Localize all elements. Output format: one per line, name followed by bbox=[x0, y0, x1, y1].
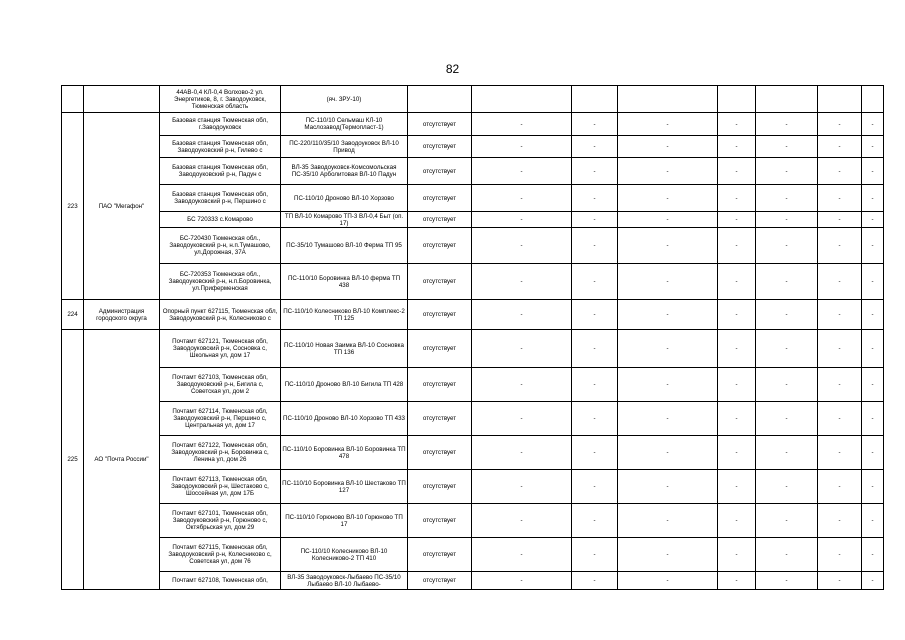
dash-cell: - bbox=[862, 113, 884, 136]
power-source-cell: ПС-110/10 Дроново ВЛ-10 Хорзово bbox=[281, 185, 408, 212]
dash-cell: - bbox=[818, 402, 862, 436]
dash-cell: - bbox=[756, 136, 818, 158]
power-source-cell: ТП ВЛ-10 Комарово ТП-3 ВЛ-0,4 Быт (оп. 17) bbox=[281, 212, 408, 228]
dash-cell: - bbox=[618, 368, 718, 402]
dash-cell: - bbox=[818, 264, 862, 300]
dash-cell: - bbox=[862, 470, 884, 504]
dash-cell: - bbox=[472, 402, 572, 436]
power-source-cell: ПС-110/10 Колесниково ВЛ-10 Колесниково-2 ТП 410 bbox=[281, 538, 408, 572]
status-cell: отсутствует bbox=[408, 572, 472, 590]
dash-cell: - bbox=[756, 228, 818, 264]
dash-cell: - bbox=[618, 572, 718, 590]
dash-cell: - bbox=[572, 212, 618, 228]
dash-cell: - bbox=[618, 436, 718, 470]
status-cell: отсутствует bbox=[408, 300, 472, 330]
table-row bbox=[62, 538, 884, 572]
dash-cell bbox=[572, 86, 618, 113]
subscriber-cell: АО "Почта России" bbox=[84, 330, 160, 590]
dash-cell: - bbox=[618, 136, 718, 158]
dash-cell: - bbox=[718, 330, 756, 368]
table-row bbox=[62, 368, 884, 402]
dash-cell: - bbox=[618, 212, 718, 228]
dash-cell: - bbox=[756, 300, 818, 330]
dash-cell: - bbox=[862, 158, 884, 185]
table-row bbox=[62, 228, 884, 264]
dash-cell: - bbox=[818, 368, 862, 402]
status-cell: отсутствует bbox=[408, 158, 472, 185]
table-row bbox=[62, 402, 884, 436]
dash-cell: - bbox=[756, 368, 818, 402]
subscriber-cell: ПАО "Мегафон" bbox=[84, 113, 160, 300]
status-cell bbox=[408, 86, 472, 113]
dash-cell: - bbox=[472, 368, 572, 402]
table-row bbox=[62, 470, 884, 504]
subscriber-cell bbox=[84, 86, 160, 113]
dash-cell: - bbox=[618, 185, 718, 212]
dash-cell: - bbox=[756, 212, 818, 228]
power-source-cell: ПС-110/10 Сельмаш КЛ-10 Маслозавод(Термопласт-1) bbox=[281, 113, 408, 136]
dash-cell: - bbox=[818, 228, 862, 264]
table-row bbox=[62, 330, 884, 368]
consumer-cell: Почтамт 627122, Тюменская обл, Заводоуковский р-н, Боровинка с, Ленина ул, дом 26 bbox=[160, 436, 281, 470]
dash-cell: - bbox=[718, 470, 756, 504]
dash-cell: - bbox=[718, 113, 756, 136]
power-source-cell: ПС-110/10 Новая Заимка ВЛ-10 Сосновка ТП 136 bbox=[281, 330, 408, 368]
dash-cell: - bbox=[818, 136, 862, 158]
dash-cell: - bbox=[472, 330, 572, 368]
consumer-cell: Почтамт 627101, Тюменская обл, Заводоуковский р-н, Горюново с, Октябрьская ул, дом 29 bbox=[160, 504, 281, 538]
row-number: 225 bbox=[62, 330, 84, 590]
consumer-cell: Почтамт 627103, Тюменская обл, Заводоуковский р-н, Бигила с, Советская ул, дом 2 bbox=[160, 368, 281, 402]
dash-cell: - bbox=[718, 212, 756, 228]
dash-cell: - bbox=[818, 212, 862, 228]
consumer-cell: Базовая станция Тюменская обл, Заводоуковский р-н, Падун с bbox=[160, 158, 281, 185]
status-cell: отсутствует bbox=[408, 185, 472, 212]
dash-cell: - bbox=[618, 300, 718, 330]
dash-cell: - bbox=[862, 136, 884, 158]
dash-cell: - bbox=[472, 300, 572, 330]
dash-cell: - bbox=[756, 436, 818, 470]
power-source-cell: ПС-35/10 Тумашово ВЛ-10 Ферма ТП 95 bbox=[281, 228, 408, 264]
dash-cell bbox=[862, 86, 884, 113]
power-source-cell: ПС-220/110/35/10 Заводоуковск ВЛ-10 Привод bbox=[281, 136, 408, 158]
dash-cell: - bbox=[862, 300, 884, 330]
dash-cell: - bbox=[572, 185, 618, 212]
status-cell: отсутствует bbox=[408, 228, 472, 264]
table-row bbox=[62, 572, 884, 590]
dash-cell: - bbox=[756, 330, 818, 368]
dash-cell: - bbox=[472, 572, 572, 590]
dash-cell: - bbox=[572, 436, 618, 470]
dash-cell: - bbox=[572, 330, 618, 368]
dash-cell bbox=[718, 86, 756, 113]
dash-cell: - bbox=[818, 158, 862, 185]
status-cell: отсутствует bbox=[408, 538, 472, 572]
dash-cell: - bbox=[862, 572, 884, 590]
dash-cell: - bbox=[862, 368, 884, 402]
subscriber-cell: Администрация городского округа bbox=[84, 300, 160, 330]
dash-cell: - bbox=[472, 185, 572, 212]
dash-cell: - bbox=[756, 158, 818, 185]
table-row bbox=[62, 185, 884, 212]
row-number bbox=[62, 86, 84, 113]
dash-cell: - bbox=[572, 264, 618, 300]
dash-cell: - bbox=[818, 504, 862, 538]
dash-cell: - bbox=[818, 300, 862, 330]
dash-cell: - bbox=[572, 368, 618, 402]
consumer-cell: Опорный пункт 627115, Тюменская обл, Заводоуковский р-н, Колесниково с bbox=[160, 300, 281, 330]
dash-cell: - bbox=[718, 504, 756, 538]
consumer-cell: БС-720430 Тюменская обл., Заводоуковский р-н, н.п.Тумашово, ул.Дорожная, 37А bbox=[160, 228, 281, 264]
dash-cell bbox=[818, 86, 862, 113]
dash-cell: - bbox=[572, 538, 618, 572]
consumer-cell: Почтамт 627121, Тюменская обл, Заводоуковский р-н, Сосновка с, Школьная ул, дом 17 bbox=[160, 330, 281, 368]
consumer-cell: Почтамт 627113, Тюменская обл, Заводоуковский р-н, Шестаково с, Шоссейная ул, дом 17Б bbox=[160, 470, 281, 504]
status-cell: отсутствует bbox=[408, 368, 472, 402]
dash-cell: - bbox=[618, 402, 718, 436]
table-row bbox=[62, 504, 884, 538]
table-row bbox=[62, 264, 884, 300]
dash-cell: - bbox=[472, 228, 572, 264]
dash-cell: - bbox=[756, 113, 818, 136]
dash-cell: - bbox=[618, 504, 718, 538]
dash-cell: - bbox=[756, 538, 818, 572]
dash-cell: - bbox=[572, 402, 618, 436]
dash-cell: - bbox=[572, 504, 618, 538]
dash-cell: - bbox=[818, 185, 862, 212]
power-source-cell: ПС-110/10 Горюново ВЛ-10 Горюново ТП 17 bbox=[281, 504, 408, 538]
dash-cell: - bbox=[572, 228, 618, 264]
dash-cell: - bbox=[618, 330, 718, 368]
status-cell: отсутствует bbox=[408, 330, 472, 368]
table-row bbox=[62, 300, 884, 330]
status-cell: отсутствует bbox=[408, 436, 472, 470]
dash-cell: - bbox=[862, 402, 884, 436]
dash-cell: - bbox=[862, 185, 884, 212]
dash-cell: - bbox=[618, 538, 718, 572]
dash-cell: - bbox=[718, 538, 756, 572]
dash-cell: - bbox=[756, 470, 818, 504]
dash-cell: - bbox=[718, 228, 756, 264]
power-source-cell: (яч. ЗРУ-10) bbox=[281, 86, 408, 113]
dash-cell: - bbox=[718, 300, 756, 330]
dash-cell: - bbox=[472, 538, 572, 572]
power-source-cell: ПС-110/10 Боровинка ВЛ-10 ферма ТП 438 bbox=[281, 264, 408, 300]
status-cell: отсутствует bbox=[408, 504, 472, 538]
dash-cell: - bbox=[618, 113, 718, 136]
dash-cell: - bbox=[756, 504, 818, 538]
consumer-cell: Базовая станция Тюменская обл, г.Заводоуковск bbox=[160, 113, 281, 136]
dash-cell: - bbox=[718, 436, 756, 470]
consumer-cell: БС-720353 Тюменская обл., Заводоуковский р-н, н.п.Боровинка, ул.Приферменская bbox=[160, 264, 281, 300]
consumer-cell: Почтамт 627115, Тюменская обл, Заводоуковский р-н, Колесниково с, Советская ул, дом 76 bbox=[160, 538, 281, 572]
power-source-cell: ПС-110/10 Колесниково ВЛ-10 Комплекс-2 ТП 125 bbox=[281, 300, 408, 330]
dash-cell: - bbox=[472, 136, 572, 158]
consumer-cell: Базовая станция Тюменская обл, Заводоуковский р-н, Першино с bbox=[160, 185, 281, 212]
page-number: 82 bbox=[445, 62, 460, 76]
dash-cell: - bbox=[472, 504, 572, 538]
dash-cell: - bbox=[756, 185, 818, 212]
dash-cell: - bbox=[862, 330, 884, 368]
dash-cell: - bbox=[818, 436, 862, 470]
dash-cell: - bbox=[862, 264, 884, 300]
row-number: 223 bbox=[62, 113, 84, 300]
dash-cell: - bbox=[862, 504, 884, 538]
status-cell: отсутствует bbox=[408, 264, 472, 300]
dash-cell: - bbox=[472, 212, 572, 228]
dash-cell: - bbox=[618, 228, 718, 264]
status-cell: отсутствует bbox=[408, 402, 472, 436]
dash-cell: - bbox=[572, 572, 618, 590]
consumer-cell: Почтамт 627108, Тюменская обл, bbox=[160, 572, 281, 590]
dash-cell: - bbox=[718, 158, 756, 185]
dash-cell bbox=[618, 86, 718, 113]
consumer-cell: Почтамт 627114, Тюменская обл, Заводоуковский р-н, Першино с, Центральная ул, дом 17 bbox=[160, 402, 281, 436]
dash-cell: - bbox=[718, 572, 756, 590]
power-source-cell: ПС-110/10 Дроново ВЛ-10 Хорзово ТП 433 bbox=[281, 402, 408, 436]
table-row bbox=[62, 136, 884, 158]
dash-cell: - bbox=[572, 158, 618, 185]
dash-cell: - bbox=[472, 470, 572, 504]
consumer-cell: 44АВ-0,4 КЛ-0,4 Волхово-2 ул. Энергетиков, 8, г. Заводоуковск, Тюменская область bbox=[160, 86, 281, 113]
power-source-cell: ПС-110/10 Боровинка ВЛ-10 Боровинка ТП 478 bbox=[281, 436, 408, 470]
dash-cell: - bbox=[862, 212, 884, 228]
table-row bbox=[62, 158, 884, 185]
dash-cell: - bbox=[472, 113, 572, 136]
dash-cell: - bbox=[818, 538, 862, 572]
power-source-cell: ПС-110/10 Боровинка ВЛ-10 Шестаково ТП 127 bbox=[281, 470, 408, 504]
dash-cell: - bbox=[718, 402, 756, 436]
dash-cell: - bbox=[818, 572, 862, 590]
dash-cell: - bbox=[572, 300, 618, 330]
dash-cell: - bbox=[472, 264, 572, 300]
dash-cell bbox=[472, 86, 572, 113]
status-cell: отсутствует bbox=[408, 470, 472, 504]
dash-cell: - bbox=[572, 470, 618, 504]
dash-cell: - bbox=[572, 113, 618, 136]
power-source-cell: ВЛ-35 Заводоуковск-Комсомольская ПС-35/10 Арболитовая ВЛ-10 Падун bbox=[281, 158, 408, 185]
dash-cell: - bbox=[818, 113, 862, 136]
table-row bbox=[62, 86, 884, 113]
dash-cell: - bbox=[756, 402, 818, 436]
consumer-cell: Базовая станция Тюменская обл, Заводоуковский р-н, Гилево с bbox=[160, 136, 281, 158]
dash-cell bbox=[756, 86, 818, 113]
dash-cell: - bbox=[818, 330, 862, 368]
dash-cell: - bbox=[618, 470, 718, 504]
dash-cell: - bbox=[756, 264, 818, 300]
dash-cell: - bbox=[718, 368, 756, 402]
table-row bbox=[62, 113, 884, 136]
dash-cell: - bbox=[862, 228, 884, 264]
power-source-cell: ПС-110/10 Дроново ВЛ-10 Бигила ТП 428 bbox=[281, 368, 408, 402]
dash-cell: - bbox=[756, 572, 818, 590]
dash-cell: - bbox=[862, 436, 884, 470]
dash-cell: - bbox=[618, 158, 718, 185]
dash-cell: - bbox=[718, 264, 756, 300]
dash-cell: - bbox=[862, 538, 884, 572]
status-cell: отсутствует bbox=[408, 113, 472, 136]
dash-cell: - bbox=[572, 136, 618, 158]
table-row bbox=[62, 212, 884, 228]
row-number: 224 bbox=[62, 300, 84, 330]
dash-cell: - bbox=[472, 436, 572, 470]
dash-cell: - bbox=[718, 136, 756, 158]
dash-cell: - bbox=[618, 264, 718, 300]
dash-cell: - bbox=[718, 185, 756, 212]
status-cell: отсутствует bbox=[408, 136, 472, 158]
document-table bbox=[61, 85, 884, 590]
consumer-cell: БС 720333 с.Комарово bbox=[160, 212, 281, 228]
power-source-cell: ВЛ-35 Заводоуковск-Лыбаево ПС-35/10 Лыбаево ВЛ-10 Лыбаево- bbox=[281, 572, 408, 590]
status-cell: отсутствует bbox=[408, 212, 472, 228]
table-row bbox=[62, 436, 884, 470]
dash-cell: - bbox=[818, 470, 862, 504]
dash-cell: - bbox=[472, 158, 572, 185]
